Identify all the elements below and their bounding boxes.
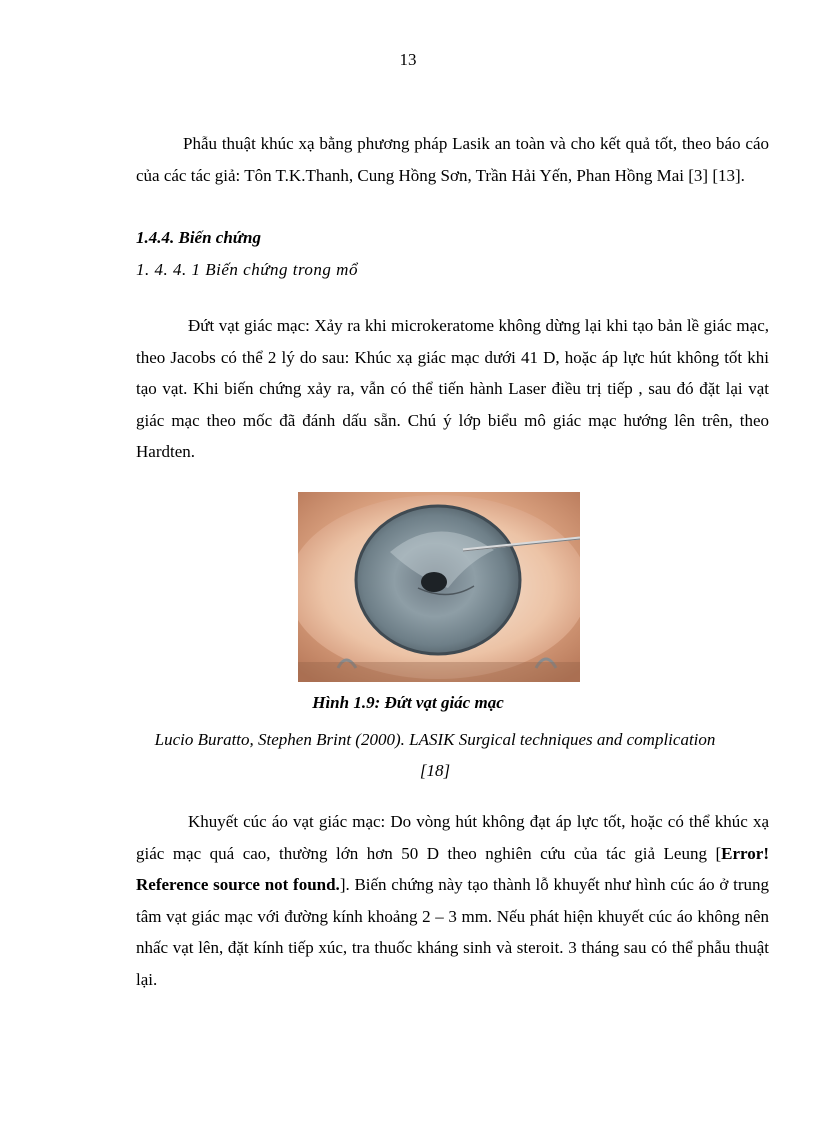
paragraph-buttonhole-text-after: ]. Biến chứng này tạo thành lỗ khuyết như hình cúc áo ở trung tâm vạt giác mạc với đường kính khoảng 2 – 3 mm. Nếu phát hiện khuyết cúc áo không nên nhấc vạt lên, đặt kính tiếp xúc, tra thuốc kháng sinh và steroit. 3 tháng sau có thể phẫu thuật lại. <box>136 875 769 989</box>
paragraph-flap-tear: Đứt vạt giác mạc: Xảy ra khi microkeratome không dừng lại khi tạo bản lề giác mạc, theo Jacobs có thể 2 lý do sau: Khúc xạ giác mạc dưới 41 D, hoặc áp lực hút không tốt khi tạo vạt. Khi biến chứng xảy ra, vẫn có thể tiến hành Laser điều trị tiếp , sau đó đặt lại vạt giác mạc theo mốc đã đánh dấu sẵn. Chú ý lớp biểu mô giác mạc hướng lên trên, theo Hardten. <box>136 316 769 461</box>
paragraph-buttonhole-text-before: Khuyết cúc áo vạt giác mạc: Do vòng hút không đạt áp lực tốt, hoặc có thể khúc xạ giác mạc quá cao, thường lớn hơn 50 D theo nghiên cứu của tác giả Leung [ <box>136 812 769 863</box>
page-number: 13 <box>399 50 417 69</box>
eye-illustration <box>298 492 580 682</box>
subsection-heading: 1. 4. 4. 1 Biến chứng trong mổ <box>136 260 358 279</box>
figure-source: Lucio Buratto, Stephen Brint (2000). LASIK Surgical techniques and complication [18] <box>154 730 716 780</box>
eye-surgery-photo <box>298 492 580 682</box>
pupil <box>421 572 447 592</box>
paragraph-intro: Phẫu thuật khúc xạ bằng phương pháp Lasik an toàn và cho kết quả tốt, theo báo cáo của các tác giả: Tôn T.K.Thanh, Cung Hồng Sơn, Trần Hải Yến, Phan Hồng Mai [3] [13]. <box>136 134 769 185</box>
paragraph-buttonhole <box>136 806 769 995</box>
reference-error: Error! Reference source not found. <box>136 843 769 894</box>
section-heading: 1.4.4. Biến chứng <box>136 228 261 247</box>
figure-caption: Hình 1.9: Đứt vạt giác mạc <box>312 693 504 712</box>
